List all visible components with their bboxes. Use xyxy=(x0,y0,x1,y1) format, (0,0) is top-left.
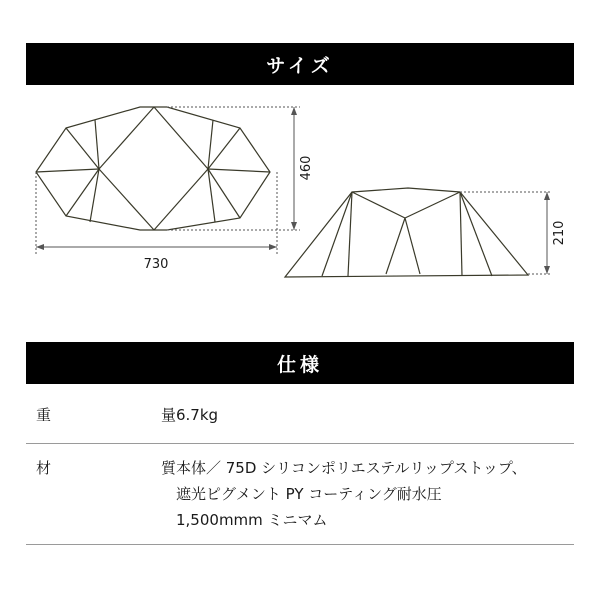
weight-label xyxy=(36,402,176,428)
material-label-char-2: 質 xyxy=(160,459,176,477)
width-dimension xyxy=(36,172,277,255)
material-label-char-1: 材 xyxy=(36,459,52,477)
spec-section-header xyxy=(26,342,574,384)
tarp-side-view xyxy=(285,188,528,277)
tarp-outline xyxy=(36,107,270,230)
weight-label-char-1: 重 xyxy=(36,406,52,424)
height-label: 210 xyxy=(552,220,567,246)
depth-label: 460 xyxy=(299,155,314,181)
material-line-1: 本体／ 75D シリコンポリエステルリップストップ、 xyxy=(176,459,527,477)
tarp-side-outline xyxy=(285,188,528,277)
material-value xyxy=(176,455,576,533)
tarp-top-view xyxy=(36,107,270,230)
width-label: 730 xyxy=(143,257,169,272)
spec-divider-1 xyxy=(26,443,574,444)
spec-row-material xyxy=(26,455,574,535)
weight-value: 6.7kg xyxy=(176,406,219,424)
size-section-title: サイズ xyxy=(266,54,334,77)
material-line-2: 遮光ピグメント PY コーティング耐水圧 xyxy=(176,485,442,503)
material-line-3: 1,500mmm ミニマム xyxy=(176,511,328,529)
depth-dimension xyxy=(167,107,300,230)
material-label xyxy=(36,455,176,481)
spec-section-title: 仕様 xyxy=(276,353,323,376)
spec-divider-2 xyxy=(26,544,574,545)
height-dimension xyxy=(460,192,552,274)
weight-label-char-2: 量 xyxy=(160,406,176,424)
spec-row-weight xyxy=(26,402,574,430)
